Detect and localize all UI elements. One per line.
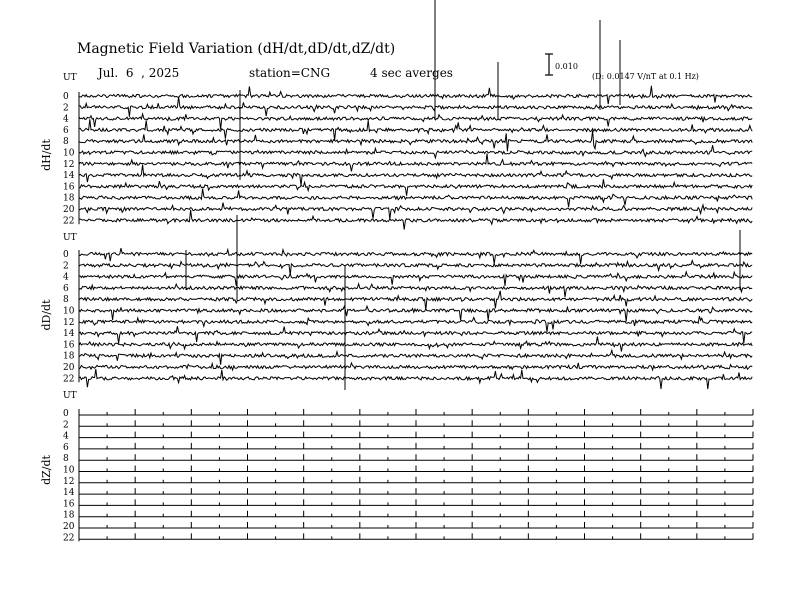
hour-tick-label: 12 [63,159,75,170]
trace-line [79,291,752,310]
hour-tick-label: 6 [63,283,69,294]
hour-tick-label: 22 [63,533,75,544]
hour-tick-label: 4 [63,272,69,283]
trace-line [79,316,752,332]
trace-line [79,261,752,276]
hour-tick-label: 16 [63,499,75,510]
y-axis-label: dD/dt [40,299,53,331]
hour-tick-label: 18 [63,510,75,521]
ut-label: UT [63,73,77,83]
trace-line [79,337,752,352]
trace-line [79,97,752,117]
trace-line [79,363,752,370]
ut-label: UT [63,233,77,243]
hour-tick-label: 2 [63,261,69,272]
trace-line [79,154,752,172]
hour-tick-label: 18 [63,351,75,362]
hour-tick-label: 8 [63,295,69,306]
hour-tick-label: 16 [63,340,75,351]
trace-line [79,179,752,196]
trace-line [79,272,752,286]
date-label: Jul. 6 , 2025 [98,66,180,80]
trace-line [79,114,752,129]
scale-value: 0.010 [555,62,578,71]
hour-tick-label: 8 [63,137,69,148]
hour-tick-label: 12 [63,476,75,487]
trace-line [79,306,752,321]
hour-tick-label: 2 [63,103,69,114]
hour-tick-label: 0 [63,409,69,419]
hour-tick-label: 0 [63,92,69,102]
trace-line [79,131,752,152]
hour-tick-label: 16 [63,182,75,193]
hour-tick-label: 4 [63,114,69,125]
hour-tick-label: 0 [63,250,69,260]
trace-line [79,145,752,158]
station-label: station=CNG [249,66,331,80]
hour-tick-label: 14 [63,171,75,182]
hour-tick-label: 22 [63,374,75,385]
hour-tick-label: 14 [63,329,75,340]
trace-line [79,86,752,104]
trace-line [79,165,752,186]
panel-3 [40,391,753,543]
trace-line [79,189,752,208]
y-axis-label: dZ/dt [40,455,53,485]
hour-tick-label: 14 [63,488,75,499]
averaging-label: 4 sec averges [370,66,453,80]
hour-tick-label: 4 [63,431,69,442]
panel-1 [40,0,752,230]
chart-panels [40,0,753,543]
trace-line [79,203,752,220]
hour-tick-label: 10 [63,306,75,317]
trace-line [79,210,752,230]
hour-tick-label: 18 [63,193,75,204]
scale-bar [545,54,553,75]
trace-line [79,369,752,389]
hour-tick-label: 6 [63,442,69,453]
ut-label: UT [63,391,77,401]
hour-tick-label: 20 [63,522,75,532]
hour-tick-label: 8 [63,454,69,465]
panel-2 [40,215,752,390]
scale-note: (D: 0.0147 V/nT at 0.1 Hz) [592,72,699,81]
hour-tick-label: 20 [63,363,75,373]
trace-line [79,284,752,297]
hour-tick-label: 10 [63,148,75,159]
chart-title: Magnetic Field Variation (dH/dt,dD/dt,dZ/dt) [77,41,396,57]
hour-tick-label: 2 [63,420,69,431]
trace-line [79,326,752,343]
trace-line [79,248,752,264]
hour-tick-label: 12 [63,317,75,328]
hour-tick-label: 20 [63,205,75,215]
trace-line [79,119,752,140]
hour-tick-label: 22 [63,216,75,227]
trace-line [79,350,752,364]
hour-tick-label: 10 [63,465,75,476]
y-axis-label: dH/dt [40,139,53,171]
hour-tick-label: 6 [63,125,69,136]
